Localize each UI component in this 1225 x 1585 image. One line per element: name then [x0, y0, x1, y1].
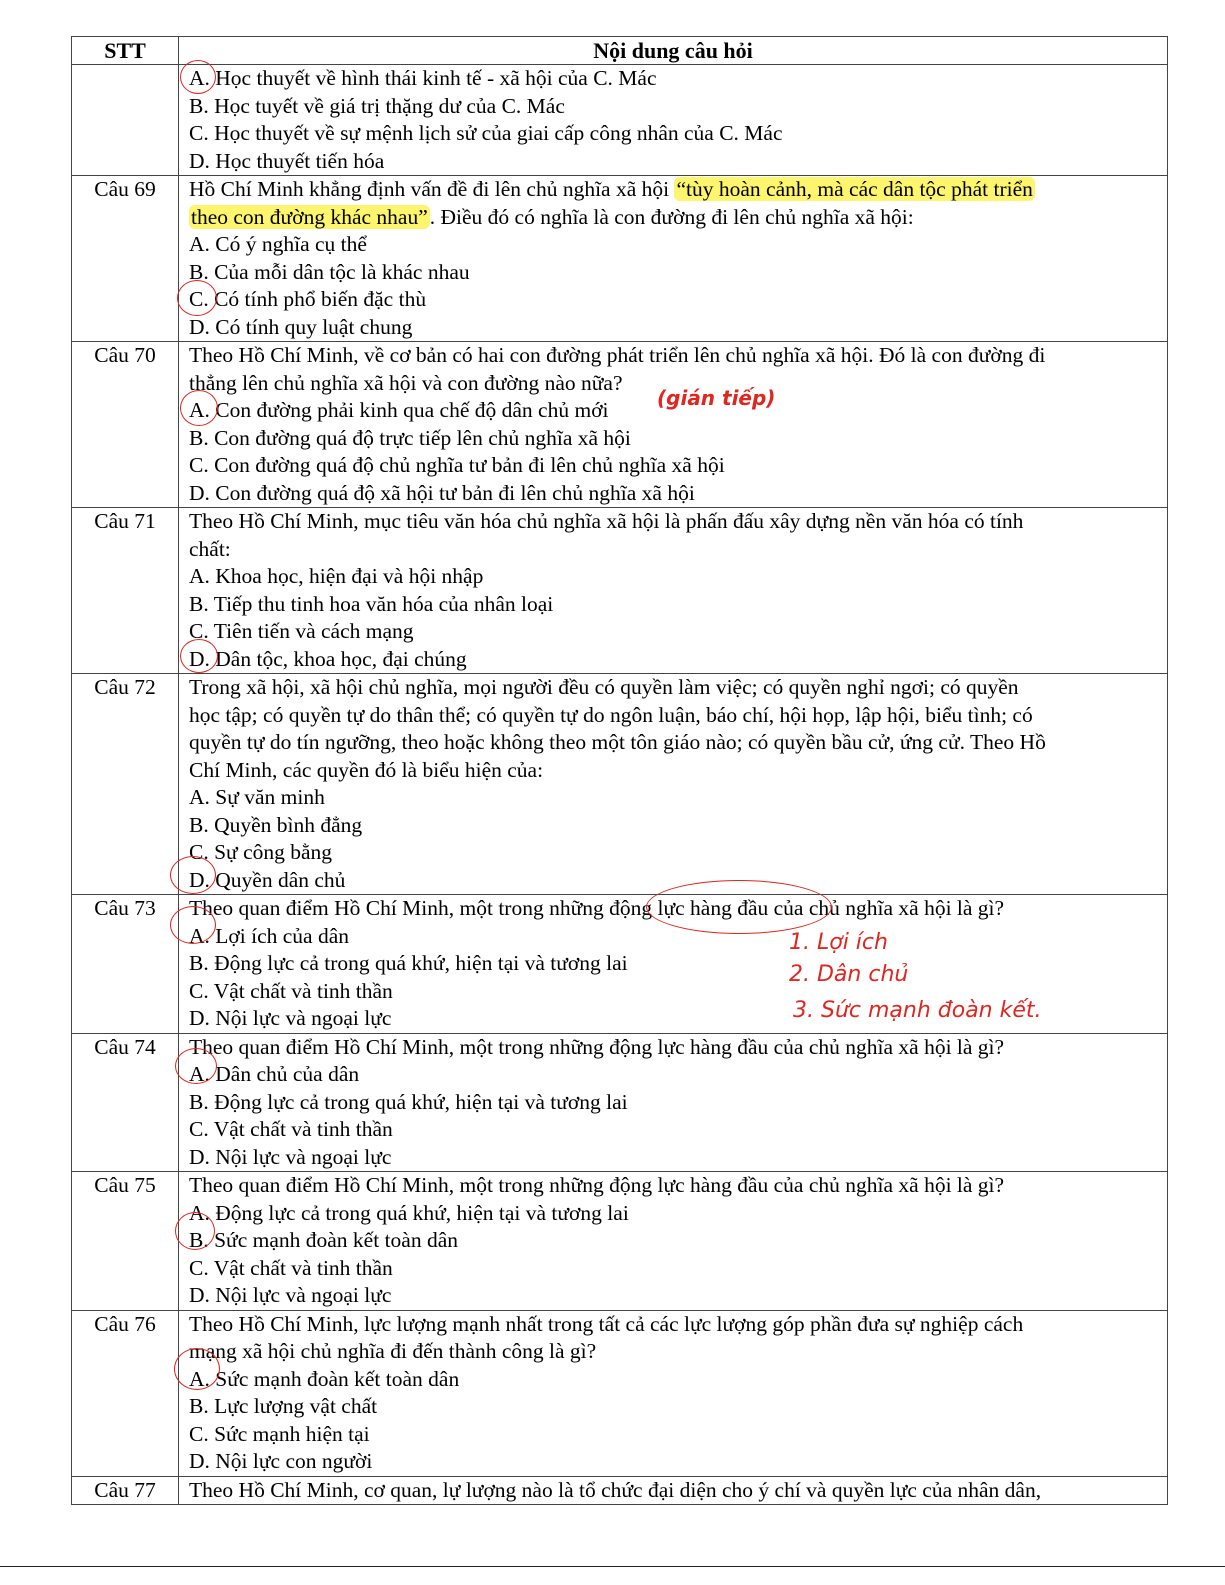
option-a: A. Dân chủ của dân	[189, 1062, 360, 1086]
question-text	[189, 176, 1167, 204]
table-row	[72, 1310, 1168, 1476]
table-row	[72, 1033, 1168, 1172]
question-text: mạng xã hội chủ nghĩa đi đến thành công là gì?	[189, 1339, 597, 1363]
question-content	[179, 342, 1168, 508]
question-content	[179, 895, 1168, 1034]
handwritten-note-73-line2: 2. Dân chủ	[789, 962, 909, 987]
question-text: Theo quan điểm Hồ Chí Minh, một trong những động lực hàng đầu của chủ nghĩa xã hội là gì?	[189, 1173, 1005, 1197]
option-c: C. Sức mạnh hiện tại	[189, 1421, 370, 1446]
option-d: D. Học thuyết tiến hóa	[189, 148, 385, 173]
question-text-plain: . Điều đó có nghĩa là con đường đi lên chủ nghĩa xã hội:	[429, 204, 914, 229]
question-number: Câu 69	[72, 176, 179, 342]
question-text: Trong xã hội, xã hội chủ nghĩa, mọi người đều có quyền làm việc; có quyền nghỉ ngơi; có quyền	[189, 675, 1019, 699]
question-text: Theo quan điểm Hồ Chí Minh, một trong những động lực hàng đầu của chủ nghĩa xã hội là gì?	[189, 896, 1005, 920]
question-content	[179, 1310, 1168, 1476]
question-number: Câu 76	[72, 1310, 179, 1476]
option-a: A. Khoa học, hiện đại và hội nhập	[189, 564, 484, 588]
question-text: Theo Hồ Chí Minh, lực lượng mạnh nhất trong tất cả các lực lượng góp phần đưa sự nghiệp cách	[189, 1311, 1024, 1336]
question-text: quyền tự do tín ngưỡng, theo hoặc không theo một tôn giáo nào; có quyền bầu cử, ứng cử. Theo Hồ	[189, 730, 1046, 754]
table-row	[72, 895, 1168, 1034]
option-b: B. Lực lượng vật chất	[189, 1394, 378, 1418]
option-c: C. Học thuyết về sự mệnh lịch sử của giai cấp công nhân của C. Mác	[189, 121, 783, 145]
option-a: A. Có ý nghĩa cụ thể	[189, 232, 367, 256]
question-text: Theo Hồ Chí Minh, về cơ bản có hai con đường phát triển lên chủ nghĩa xã hội. Đó là con đường đi	[189, 343, 1046, 367]
option-c: C. Vật chất và tinh thần	[189, 1117, 393, 1141]
page-bottom-rule	[0, 1566, 1225, 1567]
option-a: A. Con đường phải kinh qua chế độ dân chủ mới	[189, 398, 609, 422]
handwritten-note-73-line3: 3. Sức mạnh đoàn kết.	[793, 998, 1042, 1023]
option-c: C. Con đường quá độ chủ nghĩa tư bản đi lên chủ nghĩa xã hội	[189, 453, 725, 477]
question-content	[179, 1476, 1168, 1505]
option-d: D. Nội lực và ngoại lực	[189, 1144, 392, 1169]
question-text: Chí Minh, các quyền đó là biểu hiện của:	[189, 757, 544, 782]
question-number: Câu 71	[72, 508, 179, 674]
question-number: Câu 75	[72, 1172, 179, 1311]
option-b: B. Học tuyết về giá trị thặng dư của C. Mác	[189, 93, 565, 118]
header-stt: STT	[72, 37, 179, 65]
option-a: A. Động lực cả trong quá khứ, hiện tại và tương lai	[189, 1200, 629, 1225]
option-b: B. Quyền bình đẳng	[189, 812, 363, 837]
handwritten-note-73-line1: 1. Lợi ích	[789, 930, 888, 955]
option-d: D. Có tính quy luật chung	[189, 314, 413, 339]
table-row	[72, 342, 1168, 508]
option-a: A. Học thuyết về hình thái kinh tế - xã hội của C. Mác	[189, 66, 657, 90]
option-c: C. Vật chất và tinh thần	[189, 978, 393, 1003]
question-text: thẳng lên chủ nghĩa xã hội và con đường nào nữa?	[189, 370, 623, 395]
option-c: C. Tiên tiến và cách mạng	[189, 619, 414, 643]
option-b: B. Động lực cả trong quá khứ, hiện tại và tương lai	[189, 1089, 628, 1114]
table-row	[72, 508, 1168, 674]
question-number: Câu 70	[72, 342, 179, 508]
option-c: C. Có tính phổ biến đặc thù	[189, 287, 427, 311]
question-number: Câu 73	[72, 895, 179, 1034]
table-row	[72, 65, 1168, 176]
option-c: C. Sự công bằng	[189, 840, 333, 864]
handwritten-note-70: (gián tiếp)	[657, 386, 776, 410]
header-content: Nội dung câu hỏi	[179, 37, 1168, 65]
option-d: D. Nội lực và ngoại lực	[189, 1283, 392, 1307]
option-b: B. Động lực cả trong quá khứ, hiện tại và tương lai	[189, 951, 628, 975]
option-d: D. Quyền dân chủ	[189, 867, 346, 892]
option-d: D. Con đường quá độ xã hội tư bản đi lên chủ nghĩa xã hội	[189, 480, 695, 505]
table-row	[72, 176, 1168, 342]
question-text: Theo quan điểm Hồ Chí Minh, một trong những động lực hàng đầu của chủ nghĩa xã hội là gì?	[189, 1034, 1005, 1059]
option-b: B. Sức mạnh đoàn kết toàn dân	[189, 1228, 459, 1252]
option-d: D. Dân tộc, khoa học, đại chúng	[189, 646, 467, 671]
question-number	[72, 65, 179, 176]
option-a: A. Lợi ích của dân	[189, 923, 350, 948]
option-b: B. Của mỗi dân tộc là khác nhau	[189, 259, 470, 284]
question-content	[179, 176, 1168, 342]
table-row	[72, 674, 1168, 895]
option-b: B. Con đường quá độ trực tiếp lên chủ nghĩa xã hội	[189, 425, 631, 450]
table-row	[72, 1476, 1168, 1505]
question-content	[179, 1172, 1168, 1311]
option-a: A. Sức mạnh đoàn kết toàn dân	[189, 1366, 460, 1391]
question-table	[71, 36, 1168, 1505]
question-content	[179, 674, 1168, 895]
question-number: Câu 77	[72, 1476, 179, 1505]
question-number: Câu 74	[72, 1033, 179, 1172]
question-text: Theo Hồ Chí Minh, mục tiêu văn hóa chủ nghĩa xã hội là phấn đấu xây dựng nền văn hóa có tính	[189, 509, 1024, 533]
question-text: học tập; có quyền tự do thân thể; có quyền tự do ngôn luận, báo chí, hội họp, lập hội, biểu tình; có	[189, 702, 1033, 727]
question-text	[189, 204, 1167, 232]
option-d: D. Nội lực và ngoại lực	[189, 1006, 392, 1030]
question-text-plain: Hồ Chí Minh khẳng định vấn đề đi lên chủ nghĩa xã hội	[189, 177, 675, 201]
table-row	[72, 1172, 1168, 1311]
question-content	[179, 1033, 1168, 1172]
highlighted-quote: theo con đường khác nhau”	[191, 204, 428, 229]
table-header-row	[72, 37, 1168, 65]
question-content	[179, 65, 1168, 176]
question-content	[179, 508, 1168, 674]
question-number: Câu 72	[72, 674, 179, 895]
option-c: C. Vật chất và tinh thần	[189, 1255, 393, 1280]
option-d: D. Nội lực con người	[189, 1449, 373, 1473]
highlighted-quote: “tùy hoàn cảnh, mà các dân tộc phát triển	[676, 177, 1033, 201]
question-text: chất:	[189, 536, 231, 561]
option-b: B. Tiếp thu tinh hoa văn hóa của nhân loại	[189, 591, 554, 616]
option-a: A. Sự văn minh	[189, 785, 325, 809]
question-text: Theo Hồ Chí Minh, cơ quan, lự lượng nào là tổ chức đại diện cho ý chí và quyền lực của nhân dân,	[189, 1477, 1042, 1502]
